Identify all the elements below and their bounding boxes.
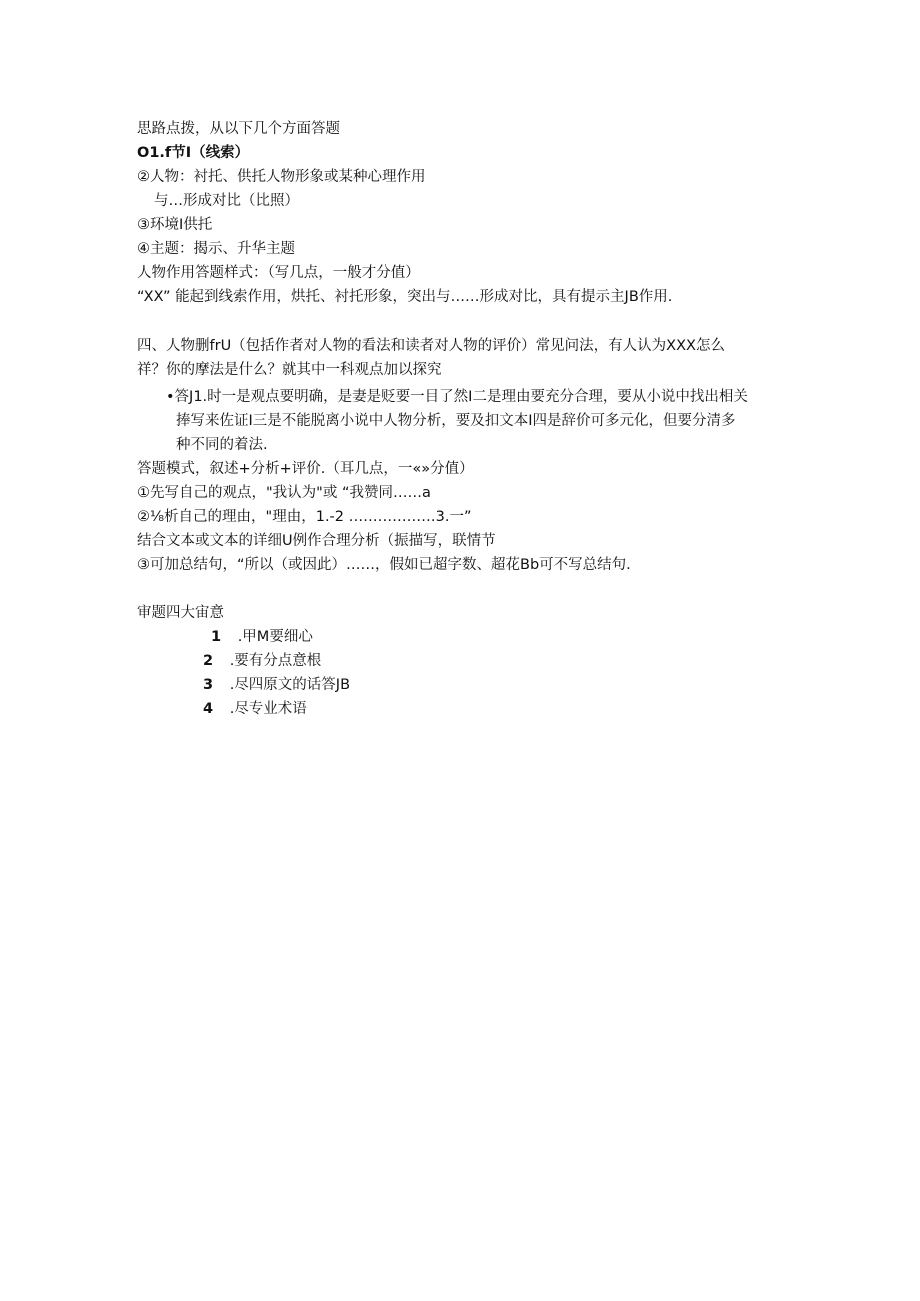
review-point-text: .尽专业术语 xyxy=(229,701,307,717)
answer-guide-line-2: 捧写来佐证I三是不能脱离小说中人物分析，要及扣文本I四是辞价可多元化，但要分清多 xyxy=(176,413,736,429)
review-point-2 xyxy=(203,651,321,671)
answer-template-example: “XX” 能起到线索作用，烘托、衬托形象，突出与……形成对比，具有提示主JB作用. xyxy=(137,289,673,305)
section-four-heading-cont: 祥？你的摩法是什么？就其中一科观点加以探究 xyxy=(137,362,442,378)
hint-intro: 思路点拨，从以下几个方面答题 xyxy=(137,121,340,137)
review-point-1 xyxy=(211,627,313,647)
review-point-number: 2 xyxy=(203,653,214,669)
item-environment: ③环境I供托 xyxy=(137,217,213,233)
review-point-4 xyxy=(203,699,307,719)
review-point-3 xyxy=(203,675,350,695)
answer-step-2: ②⅛析自己的理由，"理由，1.-2 ………………3.一” xyxy=(137,509,472,525)
review-point-number: 4 xyxy=(203,701,214,717)
item-theme: ④主题：揭示、升华主题 xyxy=(137,241,295,257)
answer-template-title: 人物作用答题样式：（写几点，一般才分值） xyxy=(137,265,420,281)
item-plot: O1.f节I（线索） xyxy=(137,145,250,161)
section-four-heading: 四、人物删frU（包括作者对人物的看法和读者对人物的评价）常见问法，有人认为XXX怎么 xyxy=(137,338,725,354)
review-title: 审题四大宙意 xyxy=(137,605,224,621)
review-point-text: .尽四原文的话答JB xyxy=(229,677,351,693)
item-character-contrast: 与…形成对比（比照） xyxy=(154,193,299,209)
review-point-number: 3 xyxy=(203,677,214,693)
review-point-text: .要有分点意根 xyxy=(229,653,322,669)
answer-step-1: ①先写自己的观点，"我认为"或 “我赞同……a xyxy=(137,485,431,501)
answer-guide-line-3: 种不同的着法. xyxy=(176,437,268,453)
review-point-number: 1 xyxy=(211,629,222,645)
answer-mode-title: 答题模式，叙述+分析+评价.（耳几点，一«»分值） xyxy=(137,461,474,477)
answer-step-3: ③可加总结句，“所以（或因此）……，假如已超字数、超花Bb可不写总结句. xyxy=(137,557,631,573)
review-point-text: .甲M要细心 xyxy=(237,629,313,645)
answer-guide-line-1: •答J1.时一是观点要明确，是妻是贬要一目了然I二是理由要充分合理，要从小说中找出相关 xyxy=(166,389,748,405)
answer-step-2-note: 结合文本或文本的详细U例作合理分析（振描写，联情节 xyxy=(137,533,496,549)
item-character: ②人物：衬托、供托人物形象或某种心理作用 xyxy=(137,169,426,185)
